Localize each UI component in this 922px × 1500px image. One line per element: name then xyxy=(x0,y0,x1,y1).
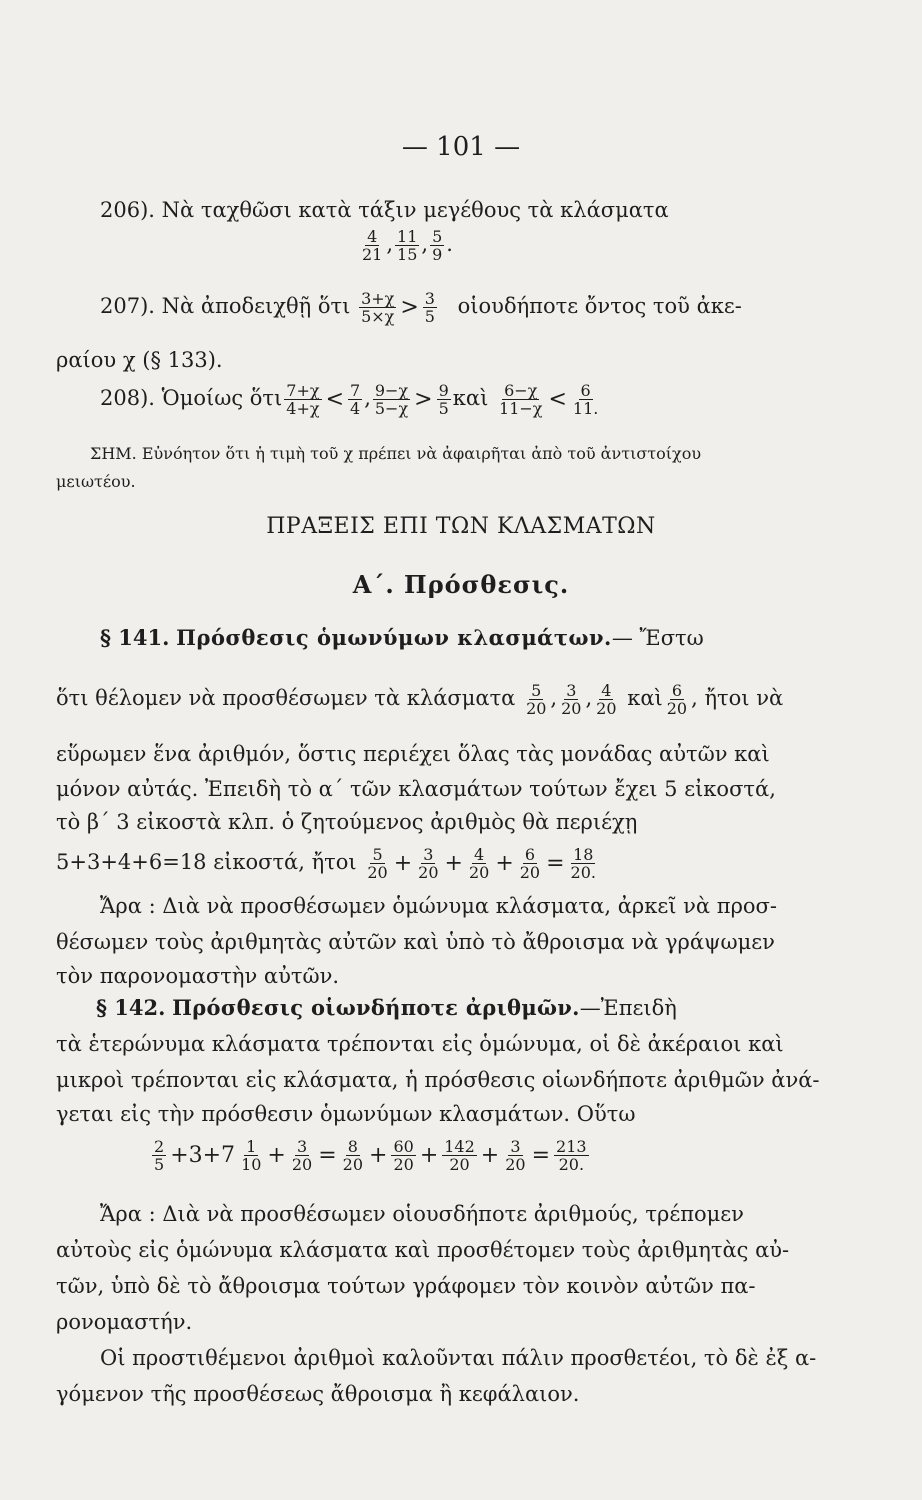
exercise-206-fractions: $\frac{4}{21}$ , $\frac{11}{15}$ , $\frac{5}{9}$ . xyxy=(362,227,453,264)
section-142-line-3: γεται εἰς τὴν πρόσθεσιν ὁμωνύμων κλασμάτων. Οὕτω xyxy=(56,1102,636,1126)
section-142-line-2: μικροὶ τρέπονται εἰς κλάσματα, ἡ πρόσθεσις οἱωνδήποτε ἀριθμῶν ἀνά- xyxy=(56,1068,820,1092)
fraction: $\frac{213}{20.}$ xyxy=(556,1137,587,1174)
page-number: — 101 — xyxy=(401,132,521,162)
fraction: $\frac{9}{5}$ xyxy=(438,381,449,418)
note-line-1: ΣΗΜ. Εὐνόητον ὅτι ἡ τιμὴ τοῦ χ πρέπει νὰ ἀφαιρῆται ἀπὸ τοῦ ἀντιστοίχου xyxy=(90,444,702,463)
fraction: $\frac{11}{15}$ xyxy=(397,227,418,264)
fraction: $\frac{4}{21}$ xyxy=(362,227,383,264)
section-141-line-3: μόνον αὐτάς. Ἐπειδὴ τὸ α΄ τῶν κλασμάτων τούτων ἔχει 5 εἰκοστά, xyxy=(56,777,776,801)
fraction: $\frac{1}{10}$ xyxy=(241,1137,262,1174)
fraction: $\frac{6-\chi}{11-\chi}$ xyxy=(499,381,543,418)
fraction: $\frac{7+\chi}{4+\chi}$ xyxy=(286,381,320,418)
fraction: $\frac{3+\chi}{5\times\chi}$ xyxy=(361,289,395,326)
exercise-label: 206). xyxy=(100,198,155,222)
fraction: $\frac{142}{20}$ xyxy=(444,1137,475,1174)
chapter-title: ΠΡΑΞΕΙΣ ΕΠΙ ΤΩΝ ΚΛΑΣΜΑΤΩΝ xyxy=(266,514,656,539)
section-141-line-2: εὕρωμεν ἕνα ἀριθμόν, ὅστις περιέχει ὅλας τὰς μονάδας αὐτῶν καὶ xyxy=(56,742,770,766)
fraction: $\frac{3}{20}$ xyxy=(505,1137,526,1174)
fraction: $\frac{4}{20}$ xyxy=(596,681,617,718)
section-142-rule-3: τῶν, ὑπὸ δὲ τὸ ἄθροισμα τούτων γράφομεν τὸν κοινὸν αὐτῶν πα- xyxy=(56,1274,756,1298)
fraction: $\frac{4}{20}$ xyxy=(468,845,490,882)
section-141-rule-1: Ἄρα : Διὰ νὰ προσθέσωμεν ὁμώνυμα κλάσματα, ἀρκεῖ νὰ προσ- xyxy=(100,894,777,918)
fraction: $\frac{6}{20}$ xyxy=(519,845,541,882)
section-142-heading: § 142. Πρόσθεσις οἱωνδήποτε ἀριθμῶν.—Ἐπειδὴ xyxy=(96,995,677,1020)
section-141-line-1: ὅτι θέλομεν νὰ προσθέσωμεν τὰ κλάσματα $\frac{5}{20}$ , $\frac{3}{20}$ , $\frac{4}{20}$ καὶ $\frac{6}{20}$ , ἤτοι νὰ xyxy=(56,681,784,718)
section-heading: Α΄. Πρόσθεσις. xyxy=(352,570,570,599)
fraction: $\frac{60}{20}$ xyxy=(393,1137,414,1174)
fraction: $\frac{5}{9}$ xyxy=(432,227,443,264)
exercise-207-cont: ραίου χ (§ 133). xyxy=(56,348,223,372)
fraction: $\frac{3}{20}$ xyxy=(561,681,582,718)
exercise-206 xyxy=(100,196,669,224)
section-142-rule-2: αὐτοὺς εἰς ὁμώνυμα κλάσματα καὶ προσθέτομεν τοὺς ἀριθμητὰς αὐ- xyxy=(56,1238,790,1262)
section-142-final-1: Οἱ προστιθέμενοι ἀριθμοὶ καλοῦνται πάλιν προσθετέοι, τὸ δὲ ἐξ α- xyxy=(100,1346,817,1370)
fraction: $\frac{8}{20}$ xyxy=(342,1137,364,1174)
section-142-rule-4: ρονομαστήν. xyxy=(56,1310,193,1334)
section-141-equation: 5+3+4+6=18 εἰκοστά, ἤτοι $\frac{5}{20}$ + $\frac{3}{20}$ + $\frac{4}{20}$ + $\frac{6}{20}$ = $\frac{18}{20.}$ xyxy=(56,845,596,882)
fraction: $\frac{3}{5}$ xyxy=(424,289,435,326)
fraction: $\frac{3}{20}$ xyxy=(418,845,439,882)
exercise-208: 208). Ὁμοίως ὅτι $\frac{7+\chi}{4+\chi}$ < $\frac{7}{4}$ , $\frac{9-\chi}{5-\chi}$ > $\frac{9}{5}$ καὶ $\frac{6-\chi}{11-\chi}$ < $\frac{6}{11.}$ xyxy=(100,381,599,418)
fraction: $\frac{9-\chi}{5-\chi}$ xyxy=(374,381,409,418)
fraction: $\frac{18}{20.}$ xyxy=(570,845,596,882)
section-142-line-1: τὰ ἑτερώνυμα κλάσματα τρέπονται εἰς ὁμώνυμα, οἱ δὲ ἀκέραιοι καὶ xyxy=(56,1032,784,1056)
section-141-heading: § 141. Πρόσθεσις ὁμωνύμων κλασμάτων.— Ἔστω xyxy=(100,625,704,650)
fraction: $\frac{6}{20}$ xyxy=(666,681,688,718)
note-line-2: μειωτέου. xyxy=(56,472,136,491)
section-141-rule-2: θέσωμεν τοὺς ἀριθμητὰς αὐτῶν καὶ ὑπὸ τὸ ἄθροισμα νὰ γράψωμεν xyxy=(56,930,775,954)
fraction: $\frac{7}{4}$ xyxy=(350,381,361,418)
fraction: $\frac{2}{5}$ xyxy=(154,1137,165,1174)
fraction: $\frac{6}{11.}$ xyxy=(572,381,599,418)
section-142-final-2: γόμενον τῆς προσθέσεως ἄθροισμα ἢ κεφάλαιον. xyxy=(56,1382,580,1406)
section-141-rule-3: τὸν παρονομαστὴν αὐτῶν. xyxy=(56,964,340,988)
section-142-equation: $\frac{2}{5}$ +3+7 $\frac{1}{10}$ + $\frac{3}{20}$ = $\frac{8}{20}$ + $\frac{60}{20}$ + $\frac{142}{20}$ + $\frac{3}{20}$ = $\frac{213}{20.}$ xyxy=(154,1137,587,1174)
section-141-line-4: τὸ β΄ 3 εἰκοστὰ κλπ. ὁ ζητούμενος ἀριθμὸς θὰ περιέχῃ xyxy=(56,810,638,834)
fraction: $\frac{5}{20}$ xyxy=(367,845,388,882)
fraction: $\frac{5}{20}$ xyxy=(526,681,547,718)
exercise-text: Νὰ ταχθῶσι κατὰ τάξιν μεγέθους τὰ κλάσματα xyxy=(161,198,669,222)
exercise-207: 207). Νὰ ἀποδειχθῇ ὅτι $\frac{3+\chi}{5\times\chi}$ > $\frac{3}{5}$ οἱουδήποτε ὄντος τοῦ ἀκε- xyxy=(100,289,742,326)
section-142-rule-1: Ἄρα : Διὰ νὰ προσθέσωμεν οἱουσδήποτε ἀριθμούς, τρέπομεν xyxy=(100,1202,744,1226)
fraction: $\frac{3}{20}$ xyxy=(291,1137,313,1174)
